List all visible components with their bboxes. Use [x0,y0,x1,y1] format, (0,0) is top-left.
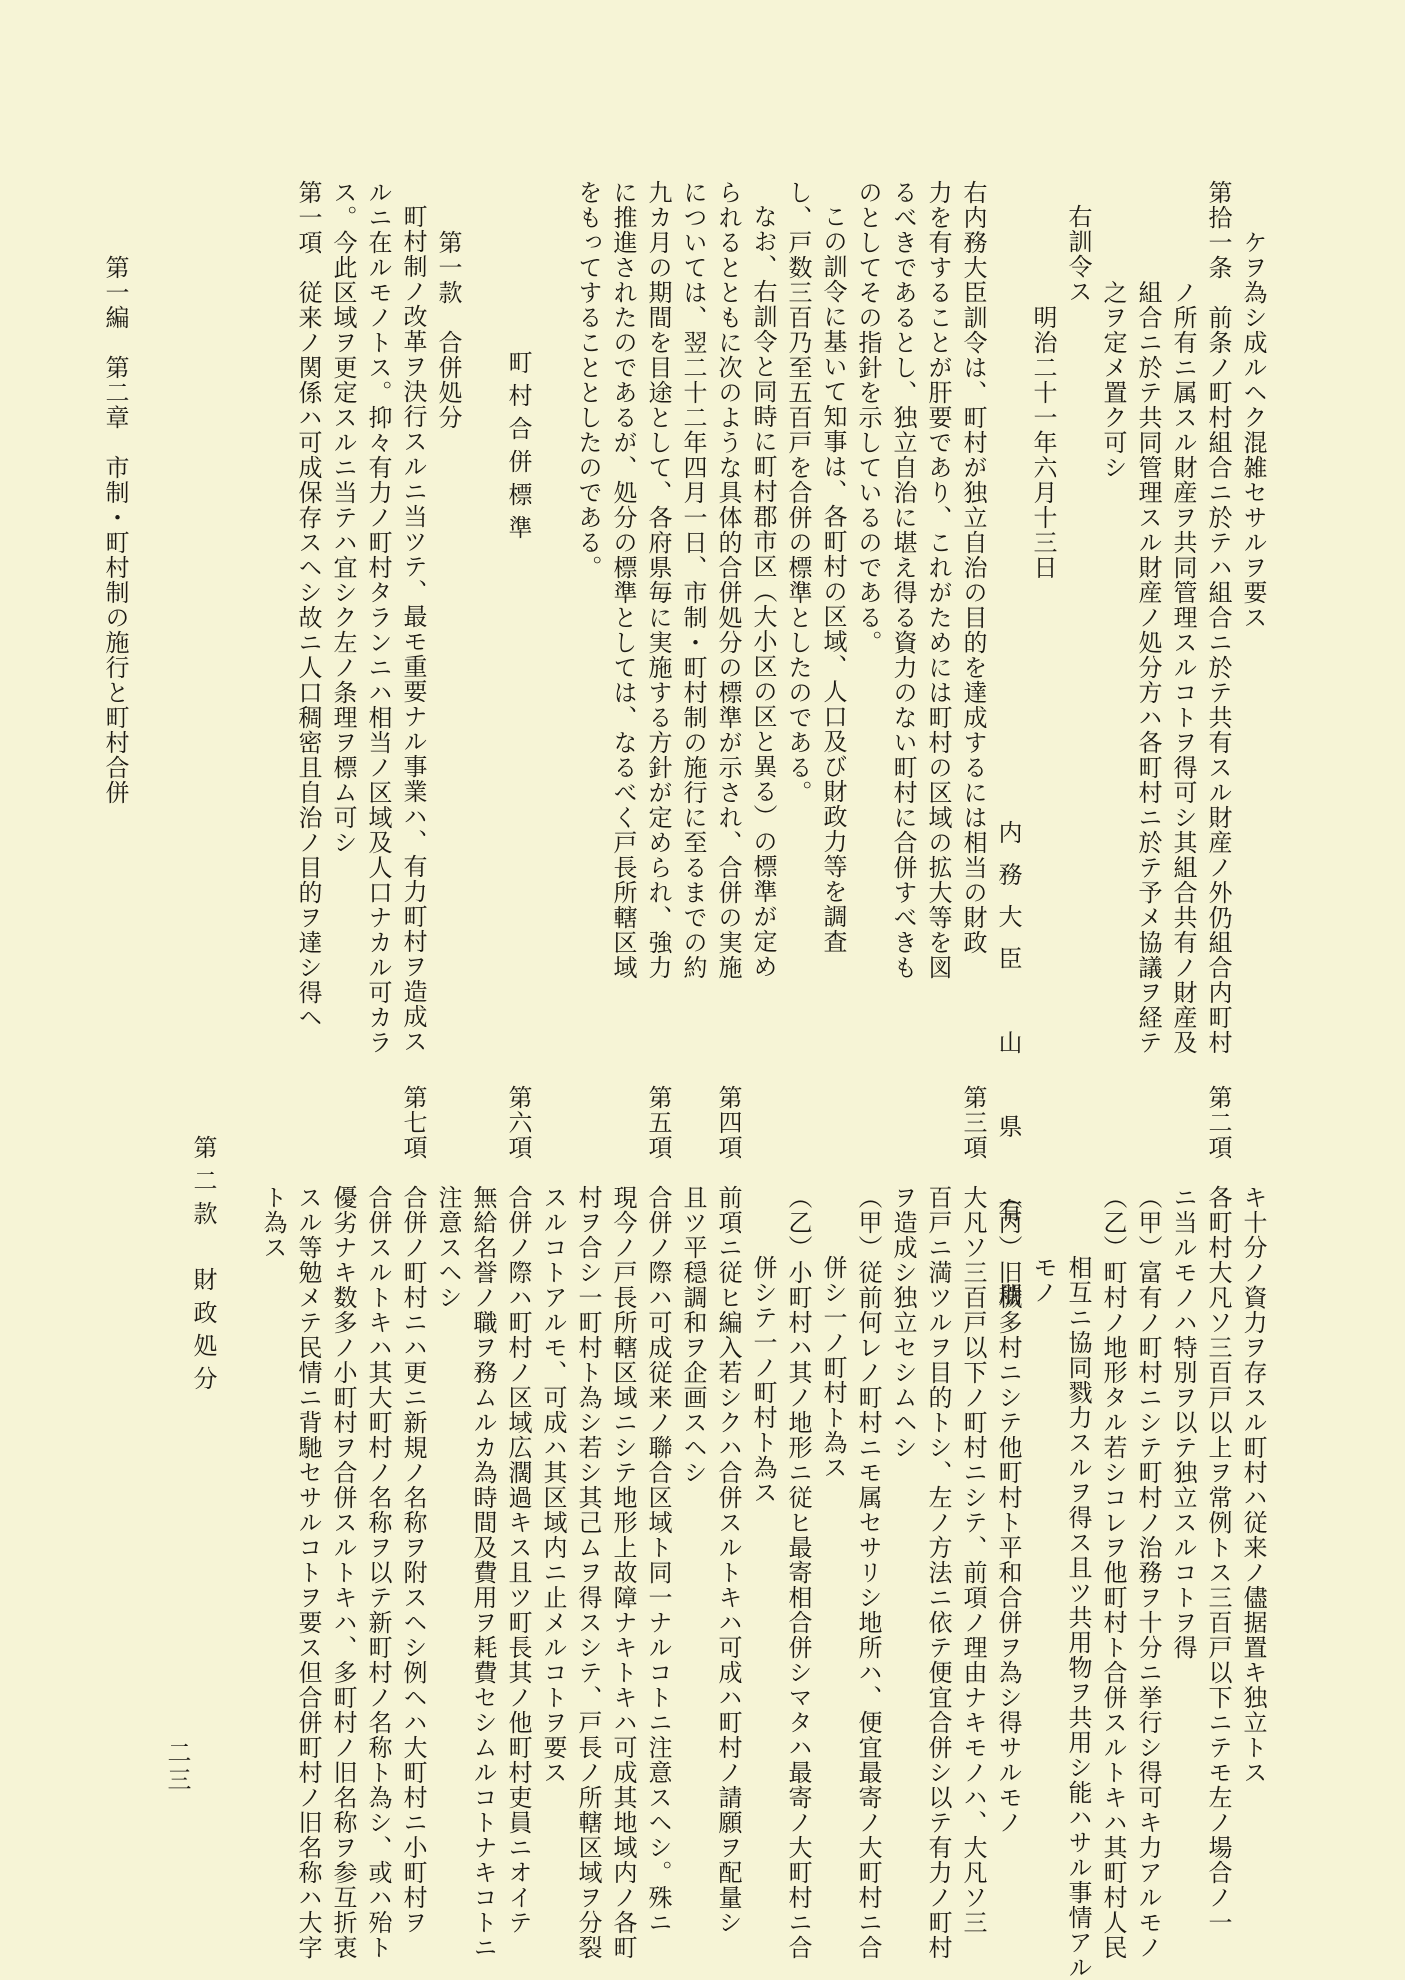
text-line: 相互ニ協同戮力スルヲ得ス且ツ共用物ヲ共用シ能ハサル事情アル [1064,1255,1092,1980]
text-line: 町村制ノ改革ヲ決行スルニ当ツテ、最モ重要ナル事業ハ、有力町村ヲ造成ス [399,204,427,1054]
signature-line: 内務大臣 山 県 有 朋 [994,820,1022,1324]
item-line: 第二項 各町村大凡ソ三百戸以上ヲ常例トス三百戸以下ニテモ左ノ場合ノ一 [1204,1085,1232,1935]
text-line: ケヲ為シ成ルヘク混雑セサルヲ要ス [1239,230,1267,630]
subsection-heading: 第一款 合併処分 [434,230,462,430]
text-line: し、戸数三百乃至五百戸を合併の標準としたのである。 [784,180,812,805]
item-line: 第七項 合併ノ町村ニハ更ニ新規ノ名称ヲ附スヘシ例ヘハ大町村ニ小町村ヲ [399,1085,427,1935]
text-line: （乙）町村ノ地形タル若シコレヲ他町村ト合併スルトキハ其町村人民 [1099,1185,1127,1960]
text-line: 九カ月の期間を目途として、各府県毎に実施する方針が定められ、強力 [644,180,672,980]
item-line: 第三項 大凡ソ三百戸以下ノ町村ニシテ、前項ノ理由ナキモノハ、大凡ソ三 [959,1085,987,1935]
text-line: ス。今此区域ヲ更定スルニ当テハ宜シク左ノ条理ヲ標ム可シ [329,180,357,855]
text-line: 右内務大臣訓令は、町村が独立自治の目的を達成するには相当の財政 [959,180,987,955]
column-gap [535,180,570,900]
text-line: （甲）従前何レノ町村ニモ属セサリシ地所ハ、便宜最寄ノ大町村ニ合 [854,1185,882,1960]
article-line: 第拾一条 前条ノ町村組合ニ於テハ組合ニ於テ共有スル財産ノ外仍組合内町村 [1204,180,1232,1055]
section-heading: 町村合併標準 [504,350,532,548]
text-line: この訓令に基いて知事は、各町村の区域、人口及び財政力等を調査 [819,204,847,954]
text-line: 組合ニ於テ共同管理スル財産ノ処分方ハ各町村ニ於テ予メ協議ヲ経テ [1134,280,1162,1055]
text-line: 優劣ナキ数多ノ小町村ヲ合併スルトキハ、多町村ノ旧名称ヲ参互折衷 [329,1185,357,1960]
item-line: 第四項 前項ニ従ヒ編入若シクハ合併スルトキハ可成ハ町村ノ請願ヲ配量シ [714,1085,742,1935]
subsection-heading: 第二款 財政処分 [189,1135,217,1399]
text-line: （甲）富有ノ町村ニシテ町村ノ治務ヲ十分ニ挙行シ得可キ力アルモノ [1134,1185,1162,1960]
text-line: キ十分ノ資力ヲ存スル町村ハ従来ノ儘据置キ独立トス [1239,1185,1267,1785]
text-line: 村ヲ合シ一町村ト為シ若シ其己ムヲ得スシテ、戸長ノ所轄区域ヲ分裂 [574,1185,602,1960]
text-line: ノ所有ニ属スル財産ヲ共同管理スルコトヲ得可シ其組合共有ノ財産及 [1169,280,1197,1055]
text-line: 且ツ平穏調和ヲ企画スヘシ [679,1185,707,1485]
text-line: 併シ一ノ町村ト為ス [819,1255,847,1480]
column-gap [220,1085,255,1865]
text-line: スル等勉メテ民情ニ背馳セサルコトヲ要ス但合併町村ノ旧名称ハ大字 [294,1185,322,1960]
running-footer: 第一編 第二章 市制・町村制の施行と町村合併 [101,255,129,805]
text-line: スルコトアルモ、可成ハ其区域内ニ止メルコトヲ要ス [539,1185,567,1785]
text-line: ト為ス [259,1185,287,1260]
text-line: ヲ造成シ独立セシムヘシ [889,1185,917,1460]
item-line: 第五項 合併ノ際ハ可成従来ノ聯合区域ト同一ナルコトニ注意スヘシ。殊ニ [644,1085,672,1935]
column-gap [465,180,500,900]
text-line: モノ [1029,1255,1057,1305]
text-line: られるとともに次のような具体的合併処分の標準が示され、合併の実施 [714,180,742,980]
order-line: 右訓令ス [1064,204,1092,304]
article-line: 第一項 従来ノ関係ハ可成保存スヘシ故ニ人口稠密且自治ノ目的ヲ達シ得ヘ [294,180,322,1030]
text-line: 力を有することが肝要であり、これがためには町村の区域の拡大等を図 [924,180,952,980]
text-line: ニ当ルモノハ特別ヲ以テ独立スルコトヲ得 [1169,1185,1197,1660]
text-line: （乙）小町村ハ其ノ地形ニ従ヒ最寄相合併シマタハ最寄ノ大町村ニ合 [784,1185,812,1960]
text-line: なお、右訓令と同時に町村郡市区（大小区の区と異る）の標準が定め [749,204,777,979]
text-line: をもってすることとしたのである。 [574,180,602,580]
text-line: 注意スヘシ [434,1185,462,1310]
text-line: 現今ノ戸長所轄区域ニシテ地形上故障ナキトキハ可成其地域内ノ各町 [609,1185,637,1960]
bottom-text-band [155,1085,1270,1980]
text-line: については、翌二十二年四月一日、市制・町村制の施行に至るまでの約 [679,180,707,980]
date-line: 明治二十一年六月十三日 [1029,305,1057,580]
text-line: のとしてその指針を示しているのである。 [854,180,882,655]
text-line: 百戸ニ満ツルヲ目的トシ、左ノ方法ニ依テ便宜合併シ以テ有力ノ町村 [924,1185,952,1960]
text-line: 之ヲ定メ置ク可シ [1099,280,1127,480]
text-line: 無給名誉ノ職ヲ務ムルカ為時間及費用ヲ耗費セシムルコトナキコトニ [469,1185,497,1960]
text-line: 併シテ一ノ町村ト為ス [749,1255,777,1505]
text-line: ルニ在ルモノトス。抑々有力ノ町村タランニハ相当ノ区域及人口ナカル可カラ [364,180,392,1055]
text-line: 合併スルトキハ其大町村ノ名称ヲ以テ新町村ノ名称ト為シ、或ハ殆ト [364,1185,392,1960]
page-number: 二三 [163,1740,191,1794]
text-line: るべきであるとし、独立自治に堪え得る資力のない町村に合併すべきも [889,180,917,980]
text-line: （丙）旧穢多村ニシテ他町村ト平和合併ヲ為シ得サルモノ [994,1185,1022,1835]
text-line: に推進されたのであるが、処分の標準としては、なるべく戸長所轄区域 [609,180,637,980]
item-line: 第六項 合併ノ際ハ町村ノ区域広濶過キス且ツ町長其ノ他町村吏員ニオイテ [504,1085,532,1935]
